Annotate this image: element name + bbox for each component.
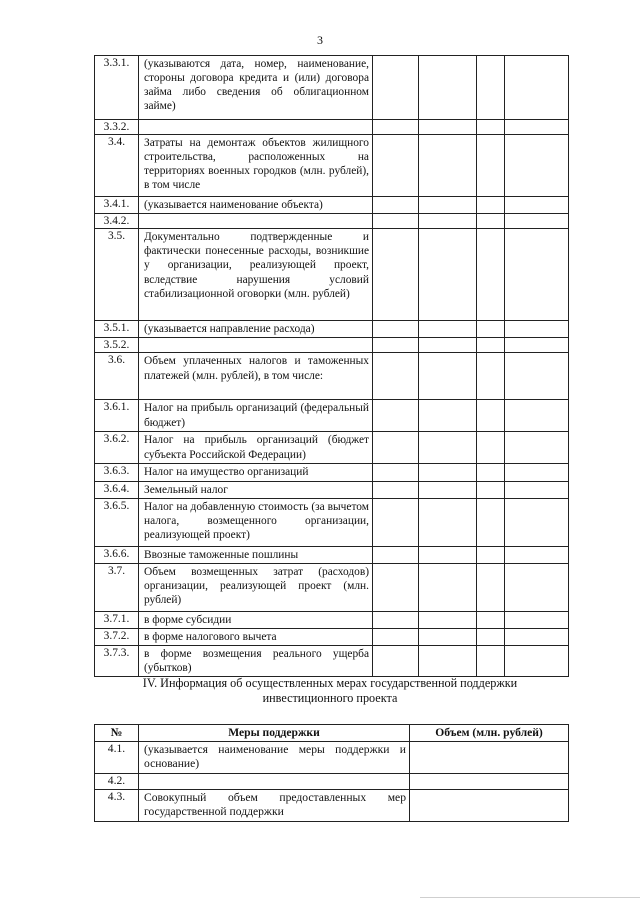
- column-header-measures: Меры поддержки: [139, 725, 410, 742]
- value-cell[interactable]: [373, 214, 419, 229]
- table-row: [95, 790, 569, 822]
- value-cell[interactable]: [477, 611, 505, 628]
- value-cell[interactable]: [419, 197, 477, 214]
- row-number: 3.6.2.: [95, 432, 139, 464]
- section-title: [95, 676, 565, 706]
- column-header-volume: Объем (млн. рублей): [410, 725, 569, 742]
- row-number: 3.5.2.: [95, 338, 139, 353]
- value-cell[interactable]: [477, 563, 505, 611]
- value-cell[interactable]: [410, 774, 569, 790]
- row-label: Документально подтвержденные и фактически понесенные расходы, возникшие у организации, реализующей проект, вследствие нарушения условий стабилизационной оговорки (млн. рублей): [139, 229, 373, 321]
- column-header-number: №: [95, 725, 139, 742]
- cost-table: [94, 55, 569, 677]
- value-cell[interactable]: [373, 645, 419, 676]
- value-cell[interactable]: [477, 229, 505, 321]
- value-cell[interactable]: [505, 56, 569, 120]
- value-cell[interactable]: [373, 56, 419, 120]
- value-cell[interactable]: [410, 790, 569, 822]
- value-cell[interactable]: [505, 628, 569, 645]
- value-cell[interactable]: [419, 353, 477, 400]
- value-cell[interactable]: [373, 432, 419, 464]
- table-row: [95, 353, 569, 400]
- value-cell[interactable]: [477, 56, 505, 120]
- value-cell[interactable]: [419, 321, 477, 338]
- row-number: 3.3.1.: [95, 56, 139, 120]
- row-number: 3.4.2.: [95, 214, 139, 229]
- header-row: [95, 725, 569, 742]
- row-label: в форме налогового вычета: [139, 628, 373, 645]
- row-label: (указывается направление расхода): [139, 321, 373, 338]
- value-cell[interactable]: [419, 563, 477, 611]
- value-cell[interactable]: [477, 197, 505, 214]
- table-row: [95, 498, 569, 546]
- page-number: 3: [317, 33, 323, 47]
- row-number: 3.7.: [95, 563, 139, 611]
- value-cell[interactable]: [373, 481, 419, 498]
- value-cell[interactable]: [477, 400, 505, 432]
- table-row: [95, 120, 569, 135]
- value-cell[interactable]: [477, 338, 505, 353]
- row-label: Совокупный объем предоставленных мер государственной поддержки: [139, 790, 410, 822]
- row-number: 4.3.: [95, 790, 139, 822]
- value-cell[interactable]: [505, 481, 569, 498]
- table-row: [95, 214, 569, 229]
- table-row: [95, 611, 569, 628]
- table-row: [95, 742, 569, 774]
- value-cell[interactable]: [477, 353, 505, 400]
- table-row: [95, 628, 569, 645]
- row-number: 3.5.1.: [95, 321, 139, 338]
- value-cell[interactable]: [373, 563, 419, 611]
- value-cell[interactable]: [373, 464, 419, 481]
- value-cell[interactable]: [419, 214, 477, 229]
- value-cell[interactable]: [373, 338, 419, 353]
- table-row: [95, 645, 569, 676]
- table-row: [95, 338, 569, 353]
- row-label: в форме возмещения реального ущерба (убытков): [139, 645, 373, 676]
- value-cell[interactable]: [505, 432, 569, 464]
- value-cell[interactable]: [505, 229, 569, 321]
- table-row: [95, 135, 569, 197]
- value-cell[interactable]: [477, 645, 505, 676]
- section-title-line: инвестиционного проекта: [262, 691, 398, 705]
- table-row: [95, 432, 569, 464]
- table-row: [95, 229, 569, 321]
- value-cell[interactable]: [419, 229, 477, 321]
- value-cell[interactable]: [373, 546, 419, 563]
- value-cell[interactable]: [419, 645, 477, 676]
- value-cell[interactable]: [477, 464, 505, 481]
- value-cell[interactable]: [505, 120, 569, 135]
- value-cell[interactable]: [505, 400, 569, 432]
- row-number: 3.7.1.: [95, 611, 139, 628]
- row-label: Налог на прибыль организаций (федеральный бюджет): [139, 400, 373, 432]
- value-cell[interactable]: [505, 498, 569, 546]
- row-number: 3.6.3.: [95, 464, 139, 481]
- row-number: 4.2.: [95, 774, 139, 790]
- value-cell[interactable]: [373, 229, 419, 321]
- value-cell[interactable]: [373, 135, 419, 197]
- row-number: 3.4.: [95, 135, 139, 197]
- row-number: 3.6.6.: [95, 546, 139, 563]
- value-cell[interactable]: [373, 321, 419, 338]
- value-cell[interactable]: [373, 353, 419, 400]
- table-row: [95, 400, 569, 432]
- table-row: [95, 563, 569, 611]
- value-cell[interactable]: [419, 464, 477, 481]
- value-cell[interactable]: [505, 546, 569, 563]
- row-label: [139, 338, 373, 353]
- value-cell[interactable]: [419, 56, 477, 120]
- support-measures-table: [94, 724, 569, 822]
- table-row: [95, 321, 569, 338]
- row-label: Налог на имущество организаций: [139, 464, 373, 481]
- value-cell[interactable]: [477, 120, 505, 135]
- value-cell[interactable]: [419, 120, 477, 135]
- value-cell[interactable]: [505, 611, 569, 628]
- value-cell[interactable]: [419, 338, 477, 353]
- row-label: Налог на добавленную стоимость (за вычетом налога, возмещенного организации, реализующей проект): [139, 498, 373, 546]
- value-cell[interactable]: [477, 135, 505, 197]
- row-label: (указывается наименование объекта): [139, 197, 373, 214]
- value-cell[interactable]: [477, 214, 505, 229]
- value-cell[interactable]: [373, 120, 419, 135]
- value-cell[interactable]: [373, 498, 419, 546]
- value-cell[interactable]: [419, 432, 477, 464]
- row-label: (указываются дата, номер, наименование, стороны договора кредита и (или) договора займа либо сведения об облигационном займе): [139, 56, 373, 120]
- row-label: Налог на прибыль организаций (бюджет субъекта Российской Федерации): [139, 432, 373, 464]
- value-cell[interactable]: [505, 645, 569, 676]
- value-cell[interactable]: [505, 353, 569, 400]
- row-number: 4.1.: [95, 742, 139, 774]
- table-row: [95, 197, 569, 214]
- table-row: [95, 774, 569, 790]
- value-cell[interactable]: [505, 197, 569, 214]
- value-cell[interactable]: [419, 498, 477, 546]
- row-number: 3.6.: [95, 353, 139, 400]
- row-number: 3.4.1.: [95, 197, 139, 214]
- row-number: 3.3.2.: [95, 120, 139, 135]
- table-row: [95, 464, 569, 481]
- table-row: [95, 56, 569, 120]
- value-cell[interactable]: [477, 498, 505, 546]
- value-cell[interactable]: [373, 197, 419, 214]
- row-label: Объем возмещенных затрат (расходов) организации, реализующей проект (млн. рублей): [139, 563, 373, 611]
- value-cell[interactable]: [477, 628, 505, 645]
- value-cell[interactable]: [477, 321, 505, 338]
- table-row: [95, 481, 569, 498]
- row-label: Затраты на демонтаж объектов жилищного строительства, расположенных на территориях военных городков (млн. рублей), в том числе: [139, 135, 373, 197]
- value-cell[interactable]: [373, 628, 419, 645]
- row-label: [139, 120, 373, 135]
- value-cell[interactable]: [505, 338, 569, 353]
- value-cell[interactable]: [419, 481, 477, 498]
- value-cell[interactable]: [477, 481, 505, 498]
- row-label: Земельный налог: [139, 481, 373, 498]
- page-edge-line: [420, 897, 640, 898]
- value-cell[interactable]: [505, 135, 569, 197]
- value-cell[interactable]: [505, 214, 569, 229]
- row-number: 3.6.1.: [95, 400, 139, 432]
- row-number: 3.6.5.: [95, 498, 139, 546]
- value-cell[interactable]: [505, 464, 569, 481]
- value-cell[interactable]: [477, 432, 505, 464]
- row-number: 3.5.: [95, 229, 139, 321]
- value-cell[interactable]: [477, 546, 505, 563]
- row-number: 3.7.3.: [95, 645, 139, 676]
- row-label: Объем уплаченных налогов и таможенных платежей (млн. рублей), в том числе:: [139, 353, 373, 400]
- value-cell[interactable]: [505, 563, 569, 611]
- value-cell[interactable]: [410, 742, 569, 774]
- section-title-line: IV. Информация об осуществленных мерах государственной поддержки: [142, 676, 518, 690]
- row-label: [139, 774, 410, 790]
- value-cell[interactable]: [373, 400, 419, 432]
- row-label: (указывается наименование меры поддержки и основание): [139, 742, 410, 774]
- value-cell[interactable]: [505, 321, 569, 338]
- row-label: [139, 214, 373, 229]
- value-cell[interactable]: [419, 546, 477, 563]
- table-row: [95, 546, 569, 563]
- row-number: 3.6.4.: [95, 481, 139, 498]
- row-label: Ввозные таможенные пошлины: [139, 546, 373, 563]
- row-number: 3.7.2.: [95, 628, 139, 645]
- value-cell[interactable]: [419, 400, 477, 432]
- value-cell[interactable]: [419, 611, 477, 628]
- value-cell[interactable]: [419, 628, 477, 645]
- row-label: в форме субсидии: [139, 611, 373, 628]
- value-cell[interactable]: [373, 611, 419, 628]
- value-cell[interactable]: [419, 135, 477, 197]
